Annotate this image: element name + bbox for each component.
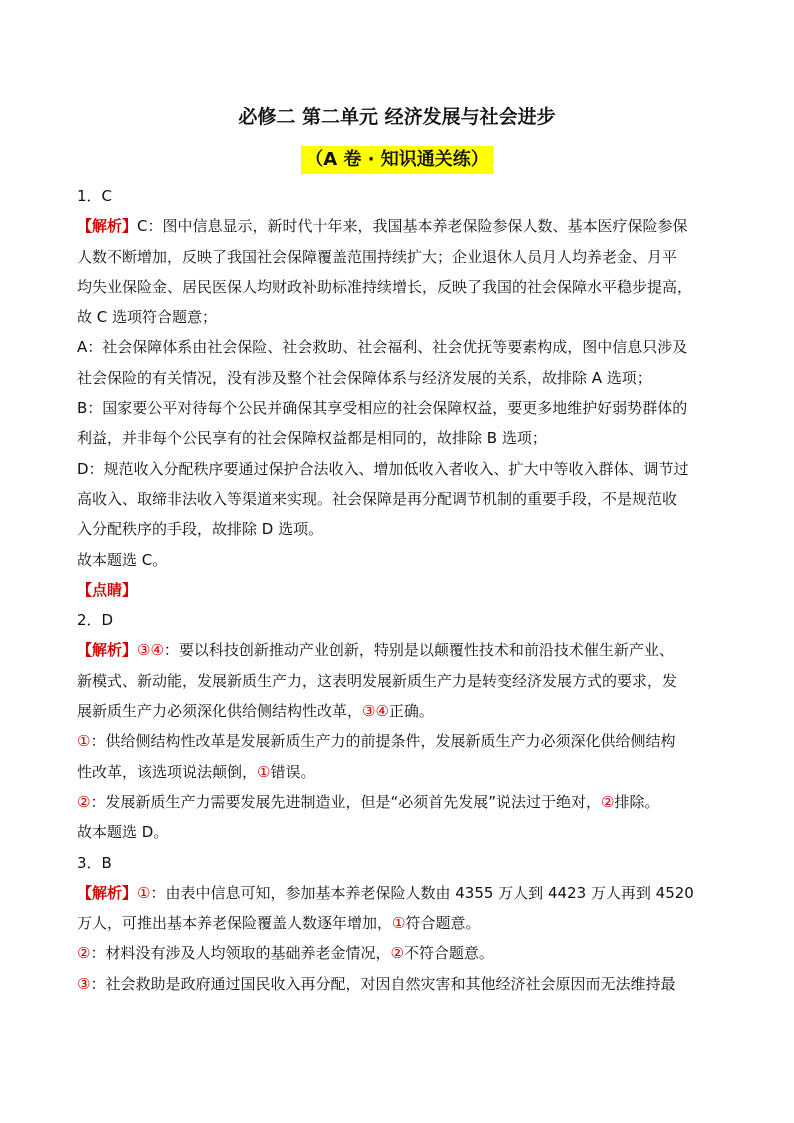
dianjing-tag: 【点睛】 <box>77 580 138 599</box>
analysis-tag: 【解析】 <box>77 217 138 236</box>
q2-line <box>77 635 722 665</box>
option-marker: ② <box>390 944 404 963</box>
option-marker: ② <box>77 944 91 963</box>
q1-answer: 1．C <box>77 187 113 205</box>
q1-line: 入分配秩序的手段，故排除 D 选项。 <box>77 520 324 539</box>
answer-body <box>77 181 722 999</box>
option-marker: ① <box>257 762 271 781</box>
q2-text: 性改革，该选项说法颠倒， <box>77 762 258 781</box>
q1-line: 均失业保险金、居民医保人均财政补助标准持续增长，反映了我国的社会保障水平稳步提高， <box>77 277 693 296</box>
analysis-tag: 【解析】 <box>77 883 138 902</box>
q1-line: 人数不断增加，反映了我国社会保障覆盖范围持续扩大；企业退休人员月人均养老金、月平 <box>77 247 678 266</box>
analysis-tag: 【解析】 <box>77 641 138 660</box>
option-marker: ① <box>392 914 406 933</box>
q3-line <box>77 908 722 938</box>
q2-text: ：供给侧结构性改革是发展新质生产力的前提条件，发展新质生产力必须深化供给侧结构 <box>90 732 676 751</box>
q2-answer: 2．D <box>77 611 114 630</box>
q1-line: 利益，并非每个公民享有的社会保障权益都是相同的，故排除 B 选项； <box>77 429 547 448</box>
q2-text: 展新质生产力必须深化供给侧结构性改革， <box>77 702 363 721</box>
q1-dianjing <box>77 575 722 605</box>
option-marker: ③ <box>77 974 91 993</box>
option-marker: ② <box>77 792 91 811</box>
q2-line <box>77 787 722 817</box>
q2-line: 新模式、新动能，发展新质生产力，这表明发展新质生产力是转变经济发展方式的要求，发 <box>77 671 678 690</box>
q3-answer: 3．B <box>77 853 112 872</box>
q2-conclusion: 故本题选 D。 <box>77 823 169 842</box>
q1-line: 故 C 选项符合题意； <box>77 308 218 327</box>
q3-line <box>77 878 722 908</box>
subtitle-container <box>0 146 794 174</box>
q2-text: ：发展新质生产力需要发展先进制造业，但是“必须首先发展”说法过于绝对， <box>90 792 601 811</box>
q3-text: 万人，可推出基本养老保险覆盖人数逐年增加， <box>77 914 393 933</box>
q3-line <box>77 938 722 968</box>
option-marker: ① <box>77 732 91 751</box>
page-title: 必修二 第二单元 经济发展与社会进步 <box>238 106 556 128</box>
q2-text: ：要以科技创新推动产业创新，特别是以颠覆性技术和前沿技术催生新产业、 <box>163 641 674 660</box>
q1-line: B：国家要公平对待每个公民并确保其享受相应的社会保障权益，要更多地维护好弱势群体的 <box>77 399 688 418</box>
q1-line <box>77 211 722 241</box>
option-marker: ③④ <box>362 702 389 721</box>
q3-text: ：由表中信息可知，参加基本养老保险人数由 4355 万人到 4423 万人再到 4520 <box>150 883 694 902</box>
q2-line <box>77 757 722 787</box>
option-marker: ② <box>601 792 615 811</box>
q3-text: ：材料没有涉及人均领取的基础养老金情况， <box>90 944 391 963</box>
q2-line <box>77 726 722 756</box>
q1-line: 高收入、取缔非法收入等渠道来实现。社会保障是再分配调节机制的重要手段，不是规范收 <box>77 489 678 508</box>
q2-text: 正确。 <box>388 702 434 721</box>
q3-text: ：社会救助是政府通过国民收入再分配，对因自然灾害和其他经济社会原因而无法维持最 <box>90 974 676 993</box>
q1-conclusion: 故本题选 C。 <box>77 550 168 569</box>
option-marker: ③④ <box>137 641 164 660</box>
q1-line: D：规范收入分配秩序要通过保护合法收入、增加低收入者收入、扩大中等收入群体、调节过 <box>77 459 689 478</box>
page-subtitle: （A 卷 · 知识通关练） <box>301 146 493 174</box>
q2-text: 排除。 <box>614 792 660 811</box>
q1-line: A：社会保障体系由社会保险、社会救助、社会福利、社会优抚等要素构成，图中信息只涉及 <box>77 338 688 357</box>
q2-line <box>77 696 722 726</box>
q1-line: 社会保险的有关情况，没有涉及整个社会保障体系与经济发展的关系，故排除 A 选项； <box>77 368 652 387</box>
q3-line <box>77 969 722 999</box>
q3-text: 不符合题意。 <box>403 944 494 963</box>
q3-text: 符合题意。 <box>405 914 481 933</box>
q1-text: C：图中信息显示，新时代十年来，我国基本养老保险参保人数、基本医疗保险参保 <box>137 217 688 236</box>
option-marker: ① <box>137 883 151 902</box>
q2-text: 错误。 <box>270 762 316 781</box>
